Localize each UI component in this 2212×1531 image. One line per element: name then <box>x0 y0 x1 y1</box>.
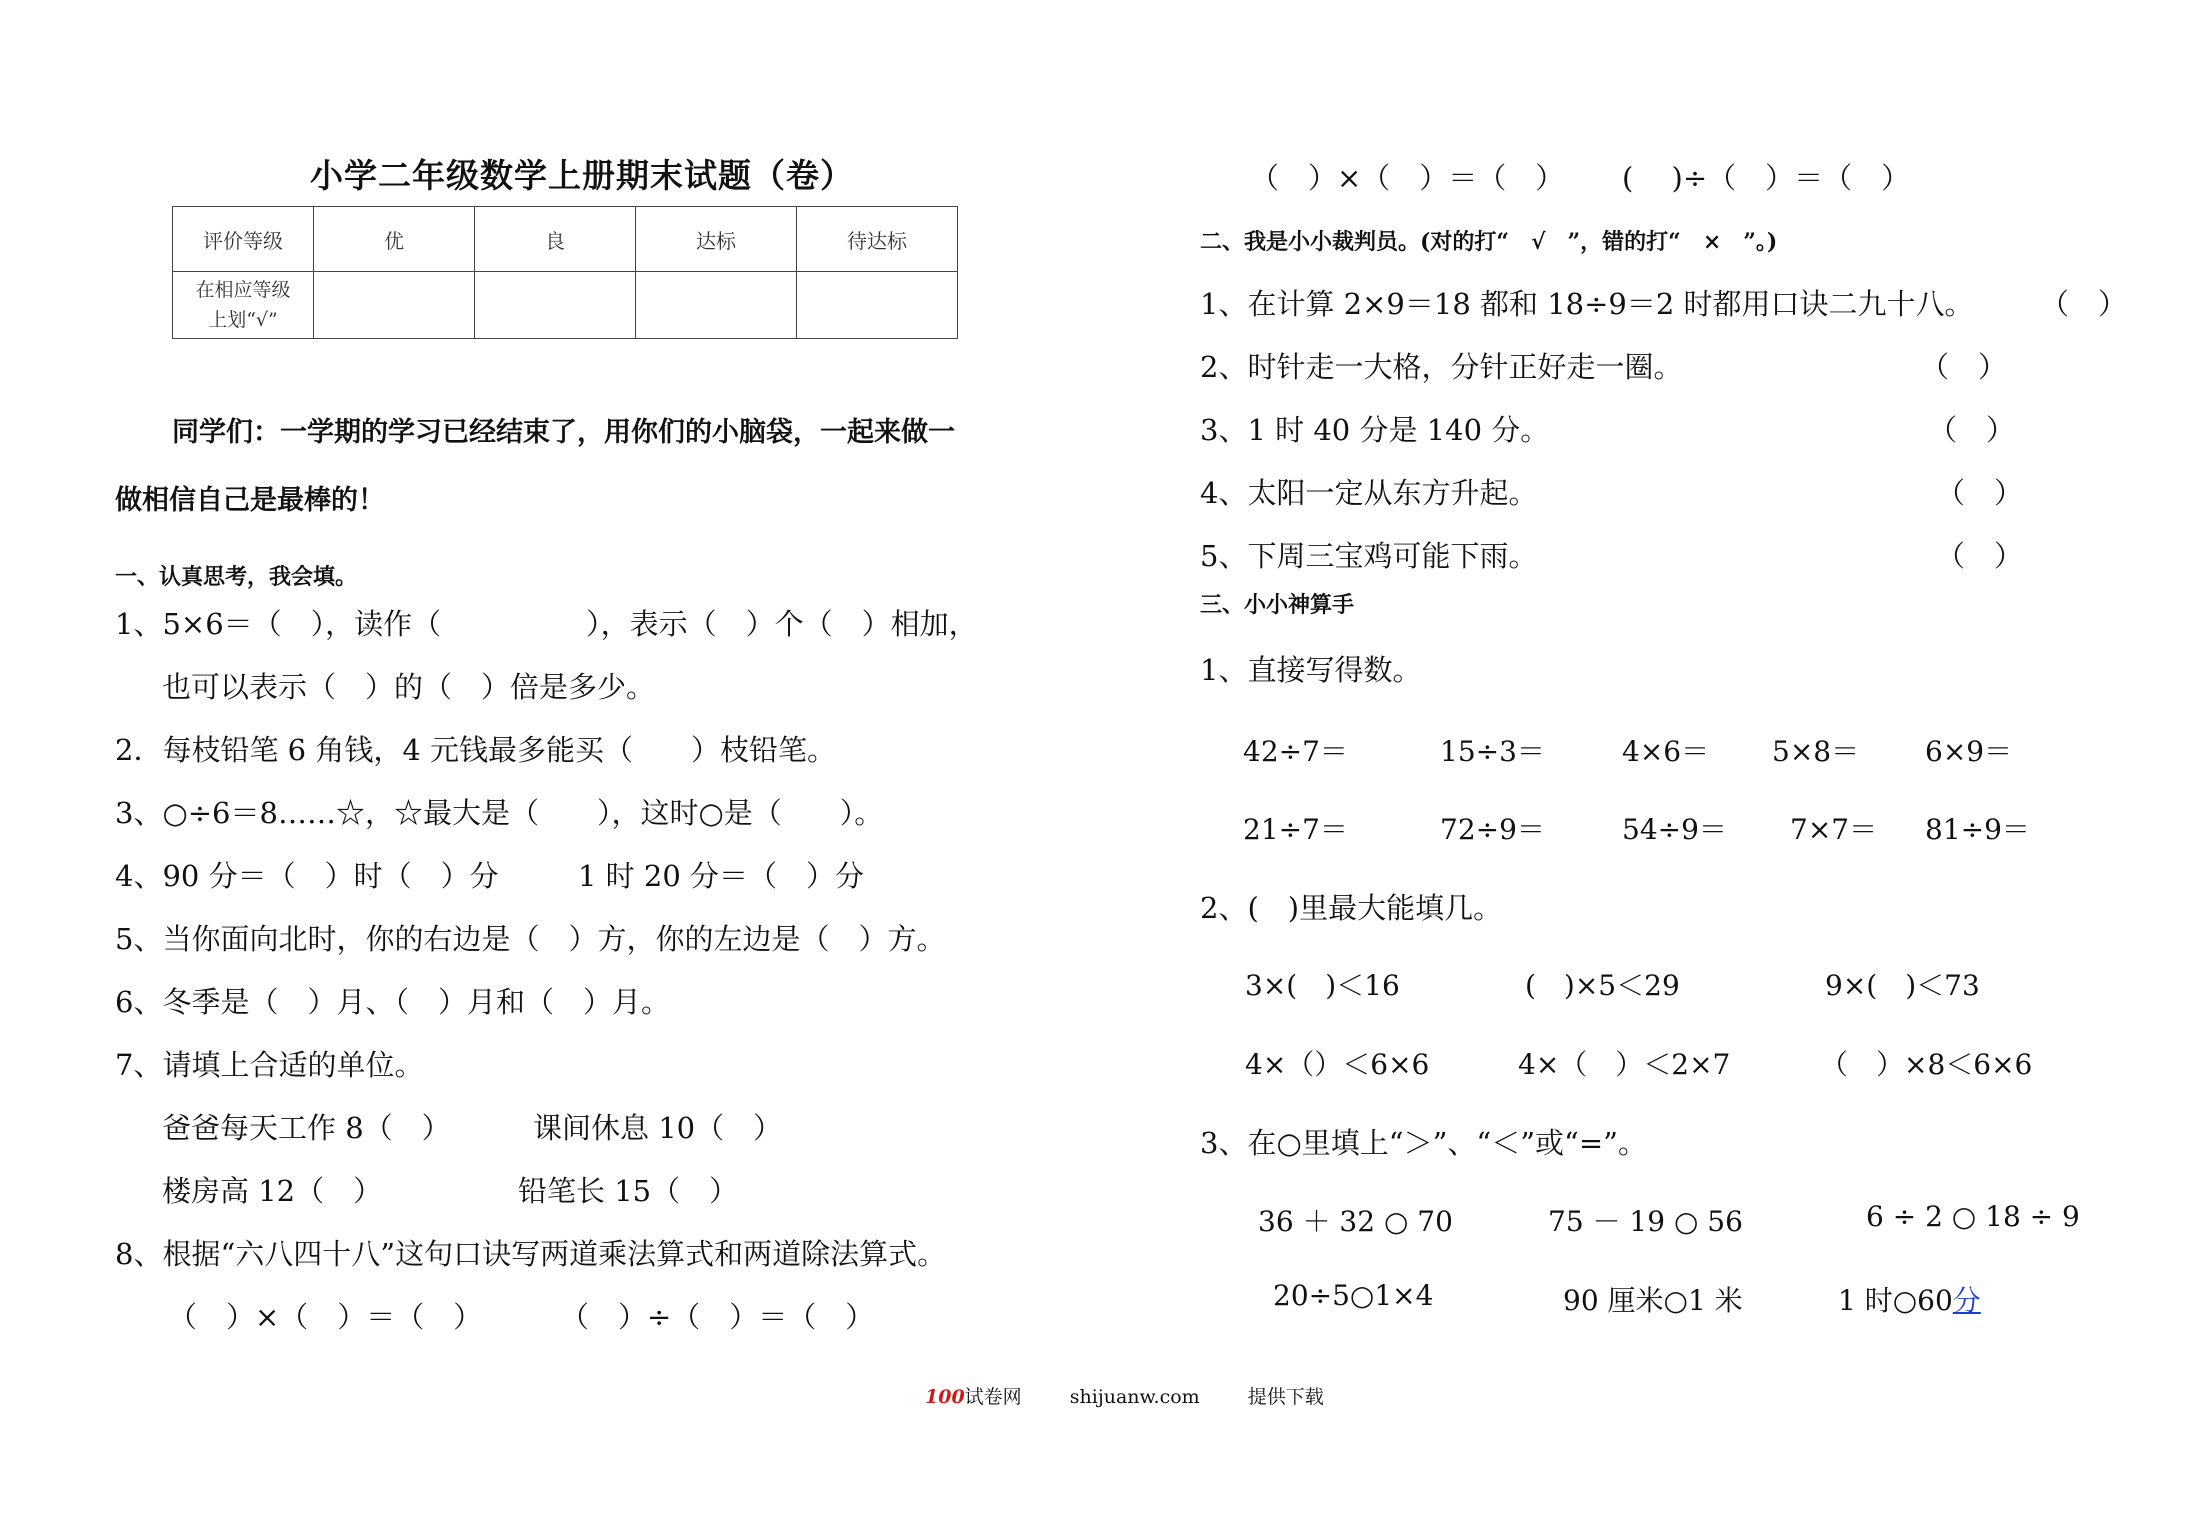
grade-table <box>172 206 958 339</box>
inequality-item: ( )×5＜29 <box>1525 969 1680 1002</box>
grade-level-needs-work: 待达标 <box>797 207 958 272</box>
question-4b: 1 时 20 分＝（ ）分 <box>578 859 865 893</box>
grade-level-pass: 达标 <box>636 207 797 272</box>
inequality-item: （ ）×8＜6×6 <box>1820 1048 2033 1081</box>
compare-item: 75 － 19 ○ 56 <box>1548 1205 1743 1238</box>
page-title: 小学二年级数学上册期末试题（卷） <box>310 156 854 195</box>
question-2: 2．每枝铅笔 6 角钱，4 元钱最多能买（ ）枝铅笔。 <box>115 733 837 767</box>
section2-heading: 二、我是小小裁判员。(对的打“ √ ”，错的打“ × ”。) <box>1200 229 1778 255</box>
compare-item-text: 1 时○60 <box>1838 1284 1953 1317</box>
inequality-item: 9×( )＜73 <box>1825 969 1980 1002</box>
calc-item: 7×7＝ <box>1790 813 1878 846</box>
question-5: 5、当你面向北时，你的右边是（ ）方，你的左边是（ ）方。 <box>115 922 946 956</box>
calc-item: 5×8＝ <box>1772 735 1860 768</box>
compare-item: 20÷5○1×4 <box>1273 1279 1434 1312</box>
question-8: 8、根据“六八四十八”这句口诀写两道乘法算式和两道除法算式。 <box>115 1237 947 1271</box>
calc-item: 21÷7＝ <box>1243 813 1348 846</box>
question-6: 6、冬季是（ ）月、（ ）月和（ ）月。 <box>115 985 670 1019</box>
question-7: 7、请填上合适的单位。 <box>115 1048 424 1082</box>
question-7b: 课间休息 10（ ） <box>533 1111 783 1145</box>
question-7d: 铅笔长 15（ ） <box>518 1174 739 1208</box>
judge-item-4: 4、太阳一定从东方升起。 <box>1200 476 1538 510</box>
question-7c: 楼房高 12（ ） <box>162 1174 383 1208</box>
calc-item: 72÷9＝ <box>1440 813 1545 846</box>
section1-heading: 一、认真思考，我会填。 <box>115 564 358 590</box>
grade-row-label-line2: 上划“√” <box>208 309 278 331</box>
right-equation-1: （ ）×（ ）＝（ ） <box>1250 161 1565 195</box>
inequality-item: 4×（）＜6×6 <box>1245 1048 1430 1081</box>
grade-cell[interactable] <box>314 272 475 339</box>
question-1a: 1、5×6＝（ ），读作（ ），表示（ ）个（ ）相加， <box>115 607 978 641</box>
calc-item: 6×9＝ <box>1925 735 2013 768</box>
judge-blank-1[interactable]: （ ） <box>2040 287 2128 321</box>
question-7a: 爸爸每天工作 8（ ） <box>162 1111 451 1145</box>
judge-blank-3[interactable]: （ ） <box>1928 413 2016 447</box>
grade-row-label <box>173 272 314 339</box>
footer <box>925 1382 1324 1409</box>
logo-100: 100 <box>925 1386 965 1408</box>
section3-part2: 2、( )里最大能填几。 <box>1200 891 1503 925</box>
footer-site-name: 试卷网 <box>964 1386 1022 1408</box>
unit-link[interactable]: 分 <box>1952 1284 1981 1317</box>
compare-item <box>1838 1279 1981 1319</box>
judge-item-3: 3、1 时 40 分是 140 分。 <box>1200 413 1550 447</box>
judge-blank-2[interactable]: （ ） <box>1920 350 2008 384</box>
grade-cell[interactable] <box>636 272 797 339</box>
compare-item: 6 ÷ 2 ○ 18 ÷ 9 <box>1866 1200 2080 1233</box>
judge-item-1: 1、在计算 2×9＝18 都和 18÷9＝2 时都用口诀二九十八。 <box>1200 287 1974 321</box>
intro-line-2: 做相信自己是最棒的！ <box>115 485 385 516</box>
intro-line-1: 同学们：一学期的学习已经结束了，用你们的小脑袋，一起来做一 <box>172 417 955 448</box>
calc-item: 4×6＝ <box>1622 735 1710 768</box>
question-8a: （ ）×（ ）＝（ ） <box>168 1300 483 1334</box>
footer-domain[interactable]: shijuanw.com <box>1069 1386 1200 1408</box>
calc-item: 15÷3＝ <box>1440 735 1545 768</box>
question-8b: （ ）÷（ ）＝（ ） <box>560 1300 875 1334</box>
inequality-item: 4×（ ）＜2×7 <box>1518 1048 1731 1081</box>
compare-item: 36 ＋ 32 ○ 70 <box>1258 1205 1453 1238</box>
grade-level-good: 良 <box>475 207 636 272</box>
section3-part1: 1、直接写得数。 <box>1200 653 1422 687</box>
question-4a: 4、90 分＝（ ）时（ ）分 <box>115 859 499 893</box>
calc-item: 42÷7＝ <box>1243 735 1348 768</box>
footer-provide: 提供下载 <box>1247 1386 1324 1408</box>
grade-header-label: 评价等级 <box>173 207 314 272</box>
grade-row-label-line1: 在相应等级 <box>195 279 291 301</box>
grade-cell[interactable] <box>475 272 636 339</box>
question-1b: 也可以表示（ ）的（ ）倍是多少。 <box>162 670 656 704</box>
judge-blank-5[interactable]: （ ） <box>1936 539 2024 573</box>
section3-heading: 三、小小神算手 <box>1200 592 1355 618</box>
inequality-item: 3×( )＜16 <box>1245 969 1400 1002</box>
judge-item-2: 2、时针走一大格，分针正好走一圈。 <box>1200 350 1683 384</box>
right-equation-2: ( )÷（ ）＝（ ） <box>1622 161 1911 195</box>
grade-cell[interactable] <box>797 272 958 339</box>
calc-item: 81÷9＝ <box>1925 813 2030 846</box>
question-3: 3、○÷6＝8……☆，☆最大是（ ），这时○是（ ）。 <box>115 796 884 830</box>
grade-level-excellent: 优 <box>314 207 475 272</box>
compare-item: 90 厘米○1 米 <box>1563 1284 1743 1317</box>
judge-item-5: 5、下周三宝鸡可能下雨。 <box>1200 539 1538 573</box>
judge-blank-4[interactable]: （ ） <box>1936 476 2024 510</box>
calc-item: 54÷9＝ <box>1622 813 1727 846</box>
section3-part3: 3、在○里填上“＞”、“＜”或“=”。 <box>1200 1126 1648 1160</box>
